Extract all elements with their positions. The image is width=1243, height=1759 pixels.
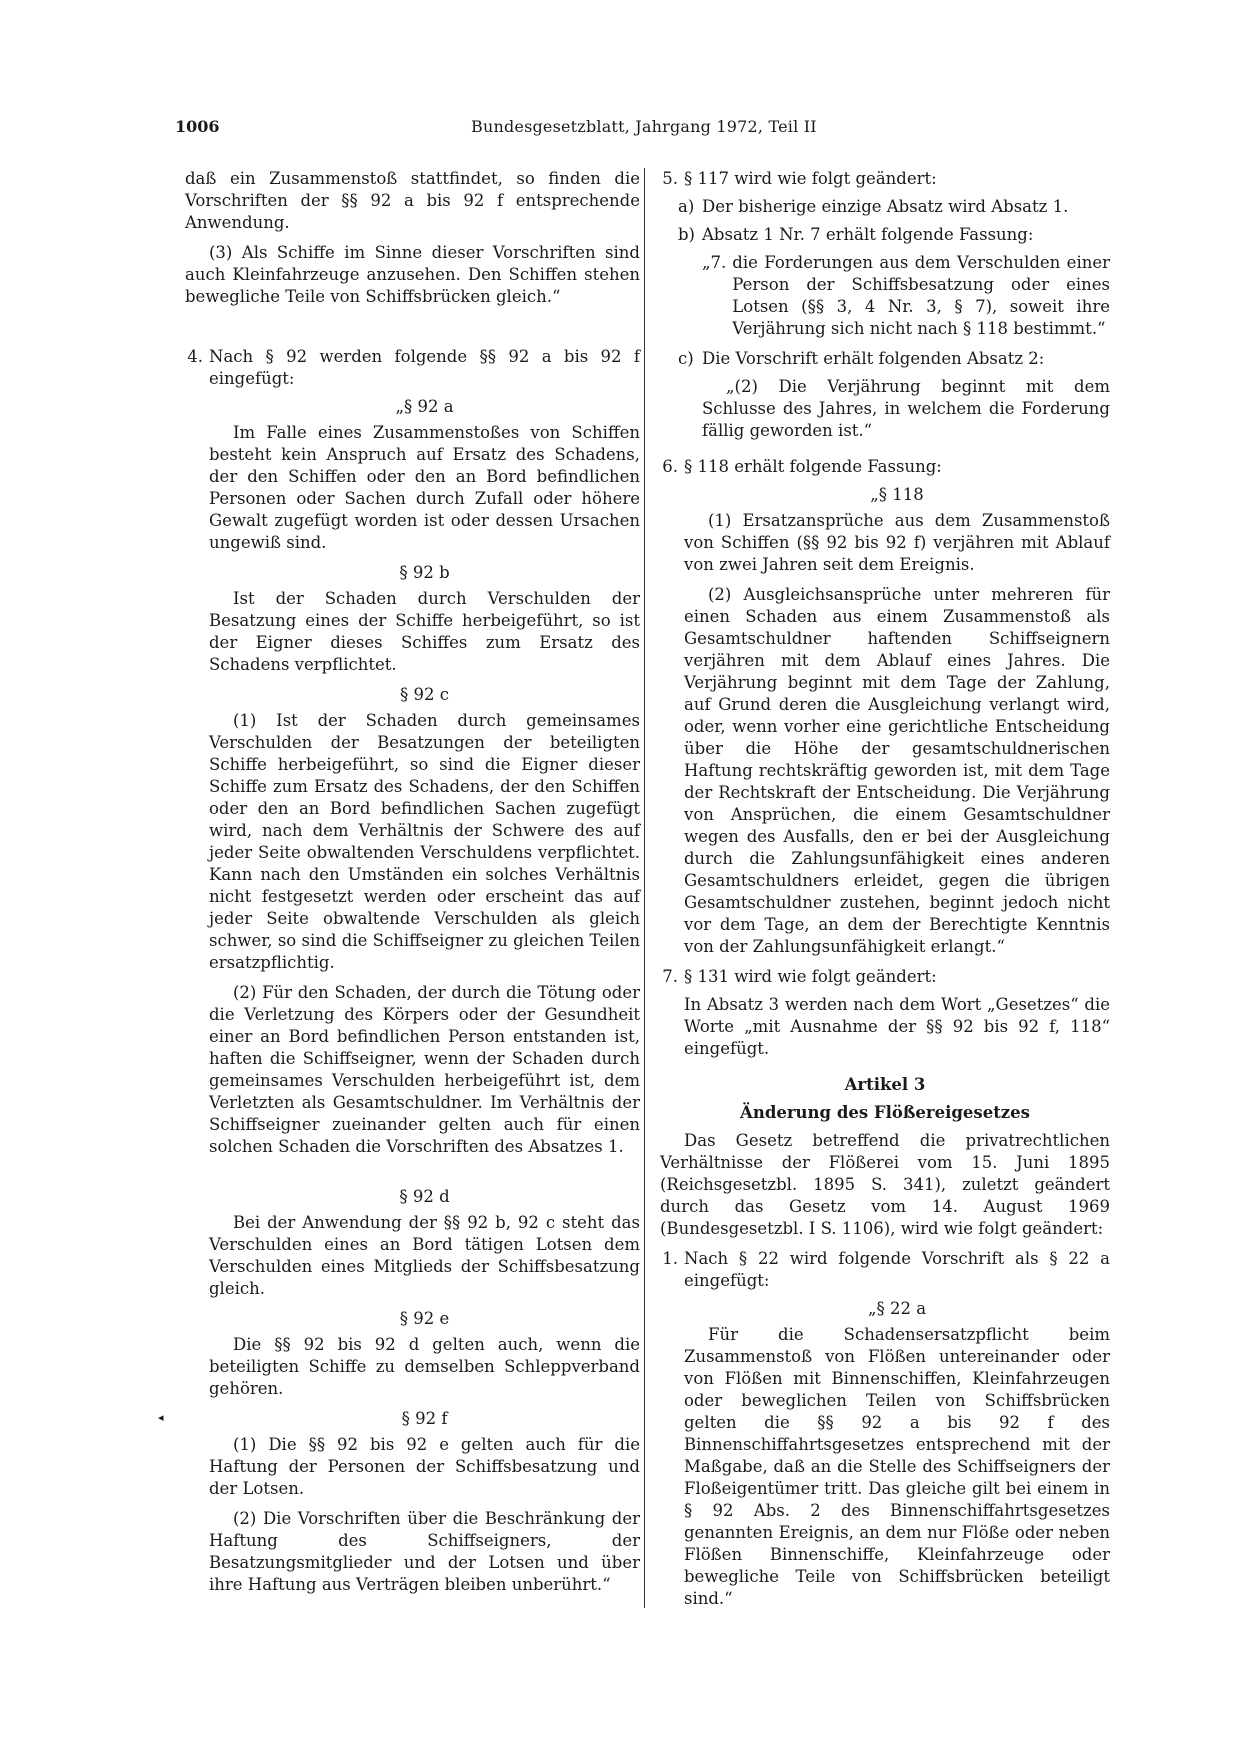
running-head: Bundesgesetzblatt, Jahrgang 1972, Teil II (471, 117, 817, 136)
item-text: § 118 erhält folgende Fassung: (684, 457, 942, 476)
article-3-title: Artikel 3 (844, 1075, 926, 1094)
section-text-92b: Ist der Schaden durch Verschulden der Besatzung eines der Schiffe herbeigeführt, so ist der Eigner dieses Schiffes zum Ersatz des Schadens verpflichtet. (209, 589, 640, 674)
left-column (185, 168, 640, 1604)
list-item-4 (185, 346, 640, 390)
item-text: Nach § 92 werden folgende §§ 92 a bis 92 f eingefügt: (209, 347, 640, 388)
quote-label: „7. (702, 253, 727, 272)
section-118-abs2: (2) Ausgleichsansprüche unter mehreren für einen Schaden aus einem Zusammenstoß als Gesamtschuldner haftenden Schiffseignern verjähren mit dem Ablauf eines Jahres. Die Verjährung beginnt mit dem Tage der Zahlung, auf Grund deren die Ausgleichung verlangt wird, oder, wenn vorher eine gerichtliche Entscheidung über die Höhe der gesamtschuldnerischen Haftung rechtskräftig geworden ist, mit dem Tage der Rechtskraft der Entscheidung. Die Verjährung von Ansprüchen, die einem Gesamtschuldner wegen des Ausfalls, den er bei der Ausgleichung durch die Zahlungsunfähigkeit eines anderen Gesamtschuldners erleidet, gegen die übrigen Gesamtschuldner zustehen, beginnt jedoch nicht vor dem Tage, an dem der Berechtigte Kenntnis von der Zahlungsunfähigkeit erlangt.“ (684, 585, 1110, 956)
section-title-92d: § 92 d (399, 1187, 450, 1206)
item-text: § 131 wird wie folgt geändert: (684, 967, 937, 986)
inserted-sections (209, 396, 640, 1596)
paragraph-abs3: (3) Als Schiffe im Sinne dieser Vorschriften sind auch Kleinfahrzeuge anzusehen. Den Schiffen stehen bewegliche Teile von Schiffsbrücken gleich.“ (185, 243, 640, 306)
art3-list-item-1 (660, 1248, 1110, 1292)
sub-item-text: Der bisherige einzige Absatz wird Absatz 1. (702, 197, 1069, 216)
item-number: 4. (187, 347, 203, 366)
list-item-7 (660, 966, 1110, 988)
quote-abs2: „(2) Die Verjährung beginnt mit dem Schlusse des Jahres, in welchem die Forderung fällig geworden ist.“ (702, 377, 1110, 440)
sub-item-label: b) (678, 225, 695, 244)
section-title-92b: § 92 b (399, 563, 450, 582)
item-number: 5. (662, 169, 678, 188)
paragraph-continuation: daß ein Zusammenstoß stattfindet, so finden die Vorschriften der §§ 92 a bis 92 f entsprechende Anwendung. (185, 169, 640, 232)
sub-item-5c (678, 348, 1110, 370)
section-118 (684, 484, 1110, 958)
sub-item-label: c) (678, 349, 694, 368)
section-title-118: „§ 118 (870, 485, 924, 504)
item-number: 1. (662, 1249, 678, 1268)
section-text-22a: Für die Schadensersatzpflicht beim Zusammenstoß von Flößen untereinander oder von Flößen mit Binnenschiffen, Kleinfahrzeugen oder beweglichen Teilen von Schiffsbrücken gelten die §§ 92 a bis 92 f des Binnenschiffahrtsgesetzes entsprechend mit der Maßgabe, daß an die Stelle des Schiffseigners der Floßeigentümer tritt. Das gleiche gilt bei einem in § 92 Abs. 2 des Binnenschiffahrtsgesetzes genannten Ereignis, an dem nur Flöße oder neben Flößen Binnenschiffe, Kleinfahrzeuge oder bewegliche Teile von Schiffsbrücken beteiligt sind.“ (684, 1325, 1110, 1608)
section-text-92e: Die §§ 92 bis 92 d gelten auch, wenn die beteiligten Schiffe zu demselben Schleppverband gehören. (209, 1335, 640, 1398)
section-92f-abs1: (1) Die §§ 92 bis 92 e gelten auch für die Haftung der Personen der Schiffsbesatzung und der Lotsen. (209, 1435, 640, 1498)
item-number: 7. (662, 967, 678, 986)
item-7-text: In Absatz 3 werden nach dem Wort „Gesetzes“ die Worte „mit Ausnahme der §§ 92 bis 92 f, 118“ eingefügt. (684, 995, 1110, 1058)
sub-item-label: a) (678, 197, 695, 216)
item-number: 6. (662, 457, 678, 476)
section-text-92d: Bei der Anwendung der §§ 92 b, 92 c steht das Verschulden eines an Bord tätigen Lotsen dem Verschulden eines Mitglieds der Schiffsbesatzung gleich. (209, 1213, 640, 1298)
column-divider (644, 168, 645, 1608)
item-text: Nach § 22 wird folgende Vorschrift als § 22 a eingefügt: (684, 1249, 1110, 1290)
quote-text: die Forderungen aus dem Verschulden einer Person der Schiffsbesatzung oder eines Lotsen (§§ 3, 4 Nr. 3, § 7), soweit ihre Verjährung sich nicht nach § 118 bestimmt.“ (732, 253, 1110, 338)
article-3-intro: Das Gesetz betreffend die privatrechtlichen Verhältnisse der Flößerei vom 15. Juni 1895 (Reichsgesetzbl. 1895 S. 341), zuletzt geändert durch das Gesetz vom 14. August 1969 (Bundesgesetzbl. I S. 1106), wird wie folgt geändert: (660, 1131, 1110, 1238)
right-column (660, 168, 1110, 1618)
item-text: § 117 wird wie folgt geändert: (684, 169, 937, 188)
list-item-6 (660, 456, 1110, 478)
page-number: 1006 (175, 117, 220, 136)
article-3-subtitle: Änderung des Flößereigesetzes (740, 1103, 1030, 1122)
section-title-92e: § 92 e (399, 1309, 450, 1328)
section-118-abs1: (1) Ersatzansprüche aus dem Zusammenstoß von Schiffen (§§ 92 bis 92 f) verjähren mit Ablauf von zwei Jahren seit dem Ereignis. (684, 511, 1110, 574)
section-title-92c: § 92 c (400, 685, 449, 704)
list-item-5 (660, 168, 1110, 190)
section-title-22a: „§ 22 a (867, 1299, 927, 1318)
sub-item-5b (678, 224, 1110, 246)
section-92c-abs2: (2) Für den Schaden, der durch die Tötung oder die Verletzung des Körpers oder der Gesundheit einer an Bord befindlichen Person entstanden ist, haften die Schiffseigner, wenn der Schaden durch gemeinsames Verschulden herbeigeführt ist, dem Verletzten als Gesamtschuldner. Im Verhältnis der Schiffseigner zueinander gelten auch für einen solchen Schaden die Vorschriften des Absatzes 1. (209, 983, 640, 1156)
section-22a (684, 1298, 1110, 1610)
section-92c-abs1: (1) Ist der Schaden durch gemeinsames Verschulden der Besatzungen der beteiligten Schiffe herbeigeführt, so sind die Eigner dieser Schiffe zum Ersatz des Schadens, der den Schiffen oder den an Bord befindlichen Sachen zugefügt wird, nach dem Verhältnis der Schwere des auf jeder Seite obwaltenden Verschuldens verpflichtet. Kann nach den Umständen ein solches Verhältnis nicht festgesetzt werden oder erscheint das auf jeder Seite obwaltende Verschulden als gleich schwer, so sind die Schiffseigner zu gleichen Teilen ersatzpflichtig. (209, 711, 640, 972)
section-text-92a: Im Falle eines Zusammenstoßes von Schiffen besteht kein Anspruch auf Ersatz des Schadens, der den Schiffen oder den an Bord befindlichen Personen oder Sachen durch Zufall oder höhere Gewalt zugefügt worden ist oder dessen Ursachen ungewiß sind. (209, 423, 640, 552)
section-title-92f: § 92 f (401, 1409, 448, 1428)
quote-nr7 (702, 252, 1110, 340)
section-title-92a: „§ 92 a (395, 397, 454, 416)
section-92f-abs2: (2) Die Vorschriften über die Beschränkung der Haftung des Schiffseigners, der Besatzungsmitglieder und der Lotsen und über ihre Haftung aus Verträgen bleiben unberührt.“ (209, 1509, 640, 1594)
sub-item-text: Absatz 1 Nr. 7 erhält folgende Fassung: (702, 225, 1034, 244)
sub-item-text: Die Vorschrift erhält folgenden Absatz 2: (702, 349, 1045, 368)
margin-mark: ◂ (158, 1411, 164, 1424)
sub-item-5a (678, 196, 1110, 218)
